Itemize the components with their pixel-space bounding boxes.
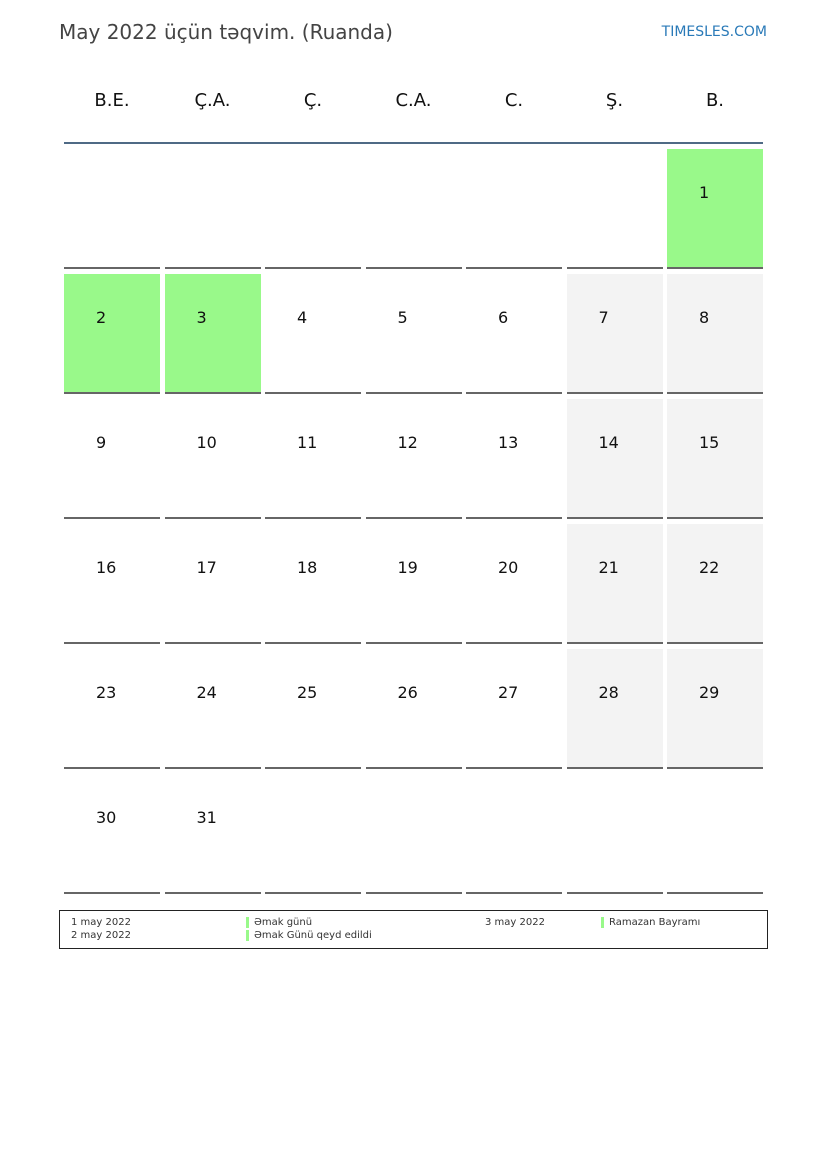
day-cell[interactable] [466,524,562,644]
day-cell[interactable] [265,649,361,769]
day-number: 12 [397,433,418,452]
day-number: 6 [498,308,509,327]
day-cell[interactable] [165,649,261,769]
day-cell[interactable] [64,399,160,519]
empty-day-cell [667,774,763,894]
day-cell[interactable] [64,649,160,769]
day-cell[interactable] [667,274,763,394]
day-number: 28 [598,683,619,702]
day-number: 27 [498,683,519,702]
day-number: 1 [699,183,710,202]
day-cell[interactable] [265,274,361,394]
weekday-tuesday: Ç.A. [194,90,231,111]
empty-day-cell [466,774,562,894]
day-cell[interactable] [466,649,562,769]
day-number: 25 [297,683,318,702]
day-cell[interactable] [366,399,462,519]
day-number: 31 [196,808,217,827]
holiday-legend [59,910,768,949]
day-cell[interactable] [567,274,663,394]
day-cell[interactable] [567,524,663,644]
day-number: 15 [699,433,720,452]
legend-holiday-name: Əmak günü [246,917,312,928]
day-number: 8 [699,308,710,327]
empty-day-cell [366,774,462,894]
day-number: 3 [196,308,207,327]
day-cell[interactable] [165,399,261,519]
legend-holiday-name: Ramazan Bayramı [601,917,700,928]
weekday-wednesday: Ç. [303,90,323,111]
day-number: 13 [498,433,519,452]
day-cell[interactable] [165,274,261,394]
day-number: 21 [598,558,619,577]
day-number: 16 [96,558,117,577]
day-cell[interactable] [567,399,663,519]
day-number: 22 [699,558,720,577]
day-number: 18 [297,558,318,577]
day-number: 23 [96,683,117,702]
day-cell[interactable] [165,524,261,644]
day-number: 2 [96,308,107,327]
day-number: 17 [196,558,217,577]
legend-date: 1 may 2022 [71,917,131,928]
legend-holiday-name: Əmak Günü qeyd edildi [246,930,372,941]
empty-day-cell [165,149,261,269]
day-cell[interactable] [265,399,361,519]
day-number: 9 [96,433,107,452]
day-cell[interactable] [265,524,361,644]
day-cell[interactable] [466,399,562,519]
empty-day-cell [64,149,160,269]
empty-day-cell [265,149,361,269]
day-number: 11 [297,433,318,452]
weekday-saturday: Ş. [605,90,624,111]
day-cell[interactable] [366,274,462,394]
calendar-grid [64,149,764,895]
weekday-monday: B.E. [94,90,130,111]
legend-date: 2 may 2022 [71,930,131,941]
day-cell[interactable] [165,774,261,894]
legend-date: 3 may 2022 [485,917,545,928]
day-number: 20 [498,558,519,577]
day-cell[interactable] [667,399,763,519]
empty-day-cell [366,149,462,269]
day-cell[interactable] [567,649,663,769]
day-number: 7 [598,308,609,327]
brand-link[interactable]: TIMESLES.COM [661,24,767,40]
day-cell[interactable] [667,649,763,769]
day-number: 5 [397,308,408,327]
day-number: 24 [196,683,217,702]
day-cell[interactable] [366,649,462,769]
day-number: 19 [397,558,418,577]
empty-day-cell [466,149,562,269]
day-number: 14 [598,433,619,452]
day-cell[interactable] [366,524,462,644]
empty-day-cell [265,774,361,894]
day-number: 26 [397,683,418,702]
day-cell[interactable] [667,149,763,269]
day-cell[interactable] [64,274,160,394]
day-cell[interactable] [667,524,763,644]
day-number: 29 [699,683,720,702]
day-cell[interactable] [466,274,562,394]
empty-day-cell [567,774,663,894]
day-cell[interactable] [64,774,160,894]
day-number: 10 [196,433,217,452]
weekday-header [64,90,764,120]
empty-day-cell [567,149,663,269]
day-number: 4 [297,308,308,327]
weekday-friday: C. [504,90,524,111]
header-divider [64,142,763,144]
day-number: 30 [96,808,117,827]
weekday-sunday: B. [705,90,725,111]
day-cell[interactable] [64,524,160,644]
page-title: May 2022 üçün təqvim. (Ruanda) [59,20,393,44]
weekday-thursday: C.A. [395,90,432,111]
